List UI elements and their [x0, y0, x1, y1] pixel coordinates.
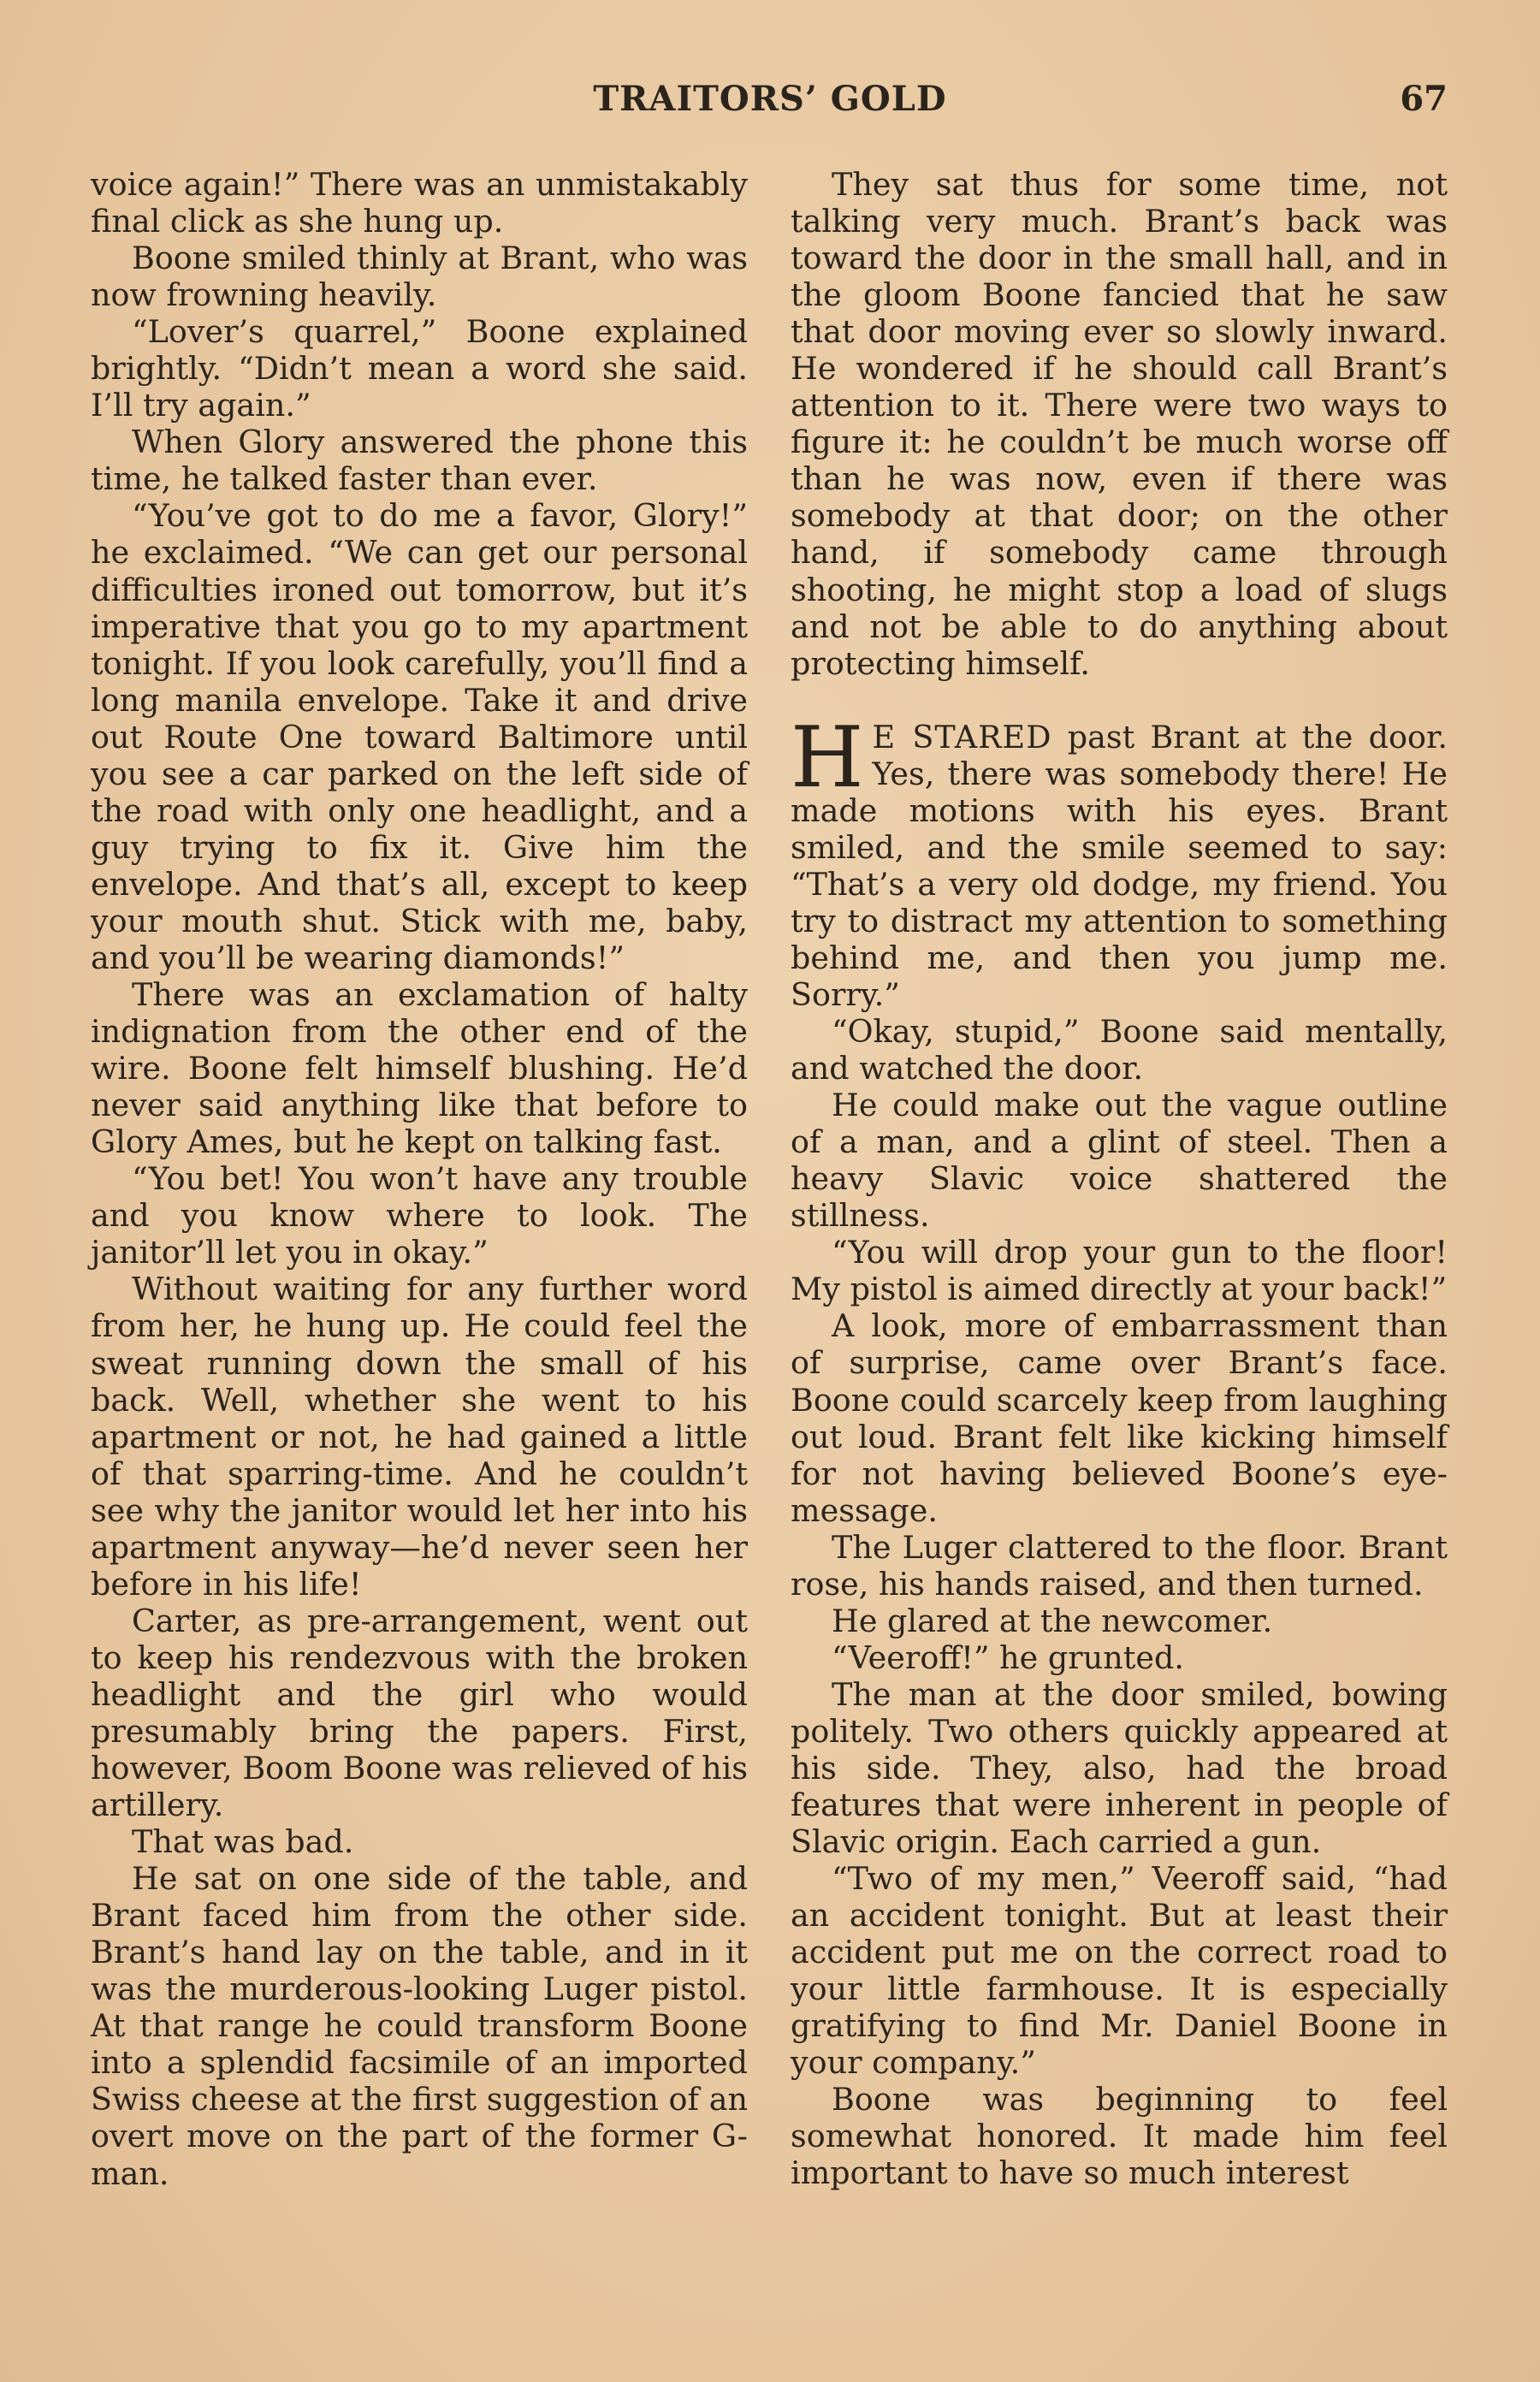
small-caps-lead: E STARED — [872, 718, 1052, 755]
paragraph: “Okay, stupid,” Boone said mentally, and watched the door. — [791, 1013, 1448, 1087]
section-opening-paragraph — [791, 708, 1448, 1013]
page-number: 67 — [1400, 79, 1448, 119]
paragraph: Boone smiled thinly at Brant, who was now frowning heavily. — [91, 240, 748, 314]
paragraph: “You’ve got to do me a favor, Glory!” he exclaimed. “We can get our personal difficulties ironed out tomorrow, but it’s imperative that you go to my apartment tonight. If you look carefully, you’ll find a long manila envelope. Take it and drive out Route One toward Baltimore until you see a car parked on the left side of the road with only one headlight, and a guy trying to fix it. Give him the envelope. And that’s all, except to keep your mouth shut. Stick with me, baby, and you’ll be wearing diamonds!” — [91, 497, 748, 976]
drop-cap: H — [791, 708, 864, 807]
right-column — [791, 166, 1448, 2192]
running-title: TRAITORS’ GOLD — [593, 79, 947, 119]
paragraph: A look, more of embarrassment than of surprise, came over Brant’s face. Boone could scarcely keep from laughing out loud. Brant felt like kicking himself for not having believed Boone’s eye-message. — [791, 1307, 1448, 1529]
paragraph: He sat on one side of the table, and Brant faced him from the other side. Brant’s hand lay on the table, and in it was the murderous-looking Luger pistol. At that range he could transform Boone into a splendid facsimile of an imported Swiss cheese at the first suggestion of an overt move on the part of the former G-man. — [91, 1860, 748, 2192]
paragraph: Boone was beginning to feel somewhat honored. It made him feel important to have so much interest — [791, 2081, 1448, 2192]
paragraph: There was an exclamation of halty indignation from the other end of the wire. Boone felt himself blushing. He’d never said anything like that before to Glory Ames, but he kept on talking fast. — [91, 976, 748, 1161]
paragraph-text: past Brant at the door. Yes, there was somebody there! He made motions with his eyes. Brant smiled, and the smile seemed to say: “That’s a very old dodge, my friend. You try to distract my attention to something behind me, and then you jump me. Sorry.” — [791, 718, 1448, 1013]
paragraph: Carter, as pre-arrangement, went out to keep his rendezvous with the broken headlight and the girl who would presumably bring the papers. First, however, Boom Boone was relieved of his artillery. — [91, 1602, 748, 1824]
paragraph: The Luger clattered to the floor. Brant rose, his hands raised, and then turned. — [791, 1528, 1448, 1603]
paragraph: “Lover’s quarrel,” Boone explained brightly. “Didn’t mean a word she said. I’ll try again.” — [91, 313, 748, 424]
running-head — [0, 79, 1540, 130]
paragraph: They sat thus for some time, not talking very much. Brant’s back was toward the door in the small hall, and in the gloom Boone fancied that he saw that door moving ever so slowly inward. He wondered if he should call Brant’s attention to it. There were two ways to figure it: he couldn’t be much worse off than he was now, even if there was somebody at that door; on the other hand, if somebody came through shooting, he might stop a load of slugs and not be able to do anything about protecting himself. — [791, 166, 1448, 682]
paragraph: Without waiting for any further word from her, he hung up. He could feel the sweat running down the small of his back. Well, whether she went to his apartment or not, he had gained a little of that sparring-time. And he couldn’t see why the janitor would let her into his apartment anyway—he’d never seen her before in his life! — [91, 1271, 748, 1603]
left-column — [91, 166, 748, 2192]
paragraph: “You bet! You won’t have any trouble and you know where to look. The janitor’ll let you in okay.” — [91, 1160, 748, 1271]
paragraph: He glared at the newcomer. — [832, 1602, 1273, 1639]
paragraph: When Glory answered the phone this time, he talked faster than ever. — [91, 424, 748, 498]
paragraph: “You will drop your gun to the floor! My pistol is aimed directly at your back!” — [791, 1234, 1448, 1308]
paragraph: “Two of my men,” Veeroff said, “had an accident tonight. But at least their accident put me on the correct road to your little farmhouse. It is especially gratifying to find Mr. Daniel Boone in your company.” — [791, 1860, 1448, 2082]
paragraph: voice again!” There was an unmistakably final click as she hung up. — [91, 166, 748, 240]
paragraph: “Veeroff!” he grunted. — [832, 1638, 1184, 1676]
paragraph: The man at the door smiled, bowing politely. Two others quickly appeared at his side. They, also, had the broad features that were inherent in people of Slavic origin. Each carried a gun. — [791, 1675, 1448, 1861]
paragraph: He could make out the vague outline of a man, and a glint of steel. Then a heavy Slavic voice shattered the stillness. — [791, 1087, 1448, 1235]
paragraph: That was bad. — [132, 1823, 354, 1861]
